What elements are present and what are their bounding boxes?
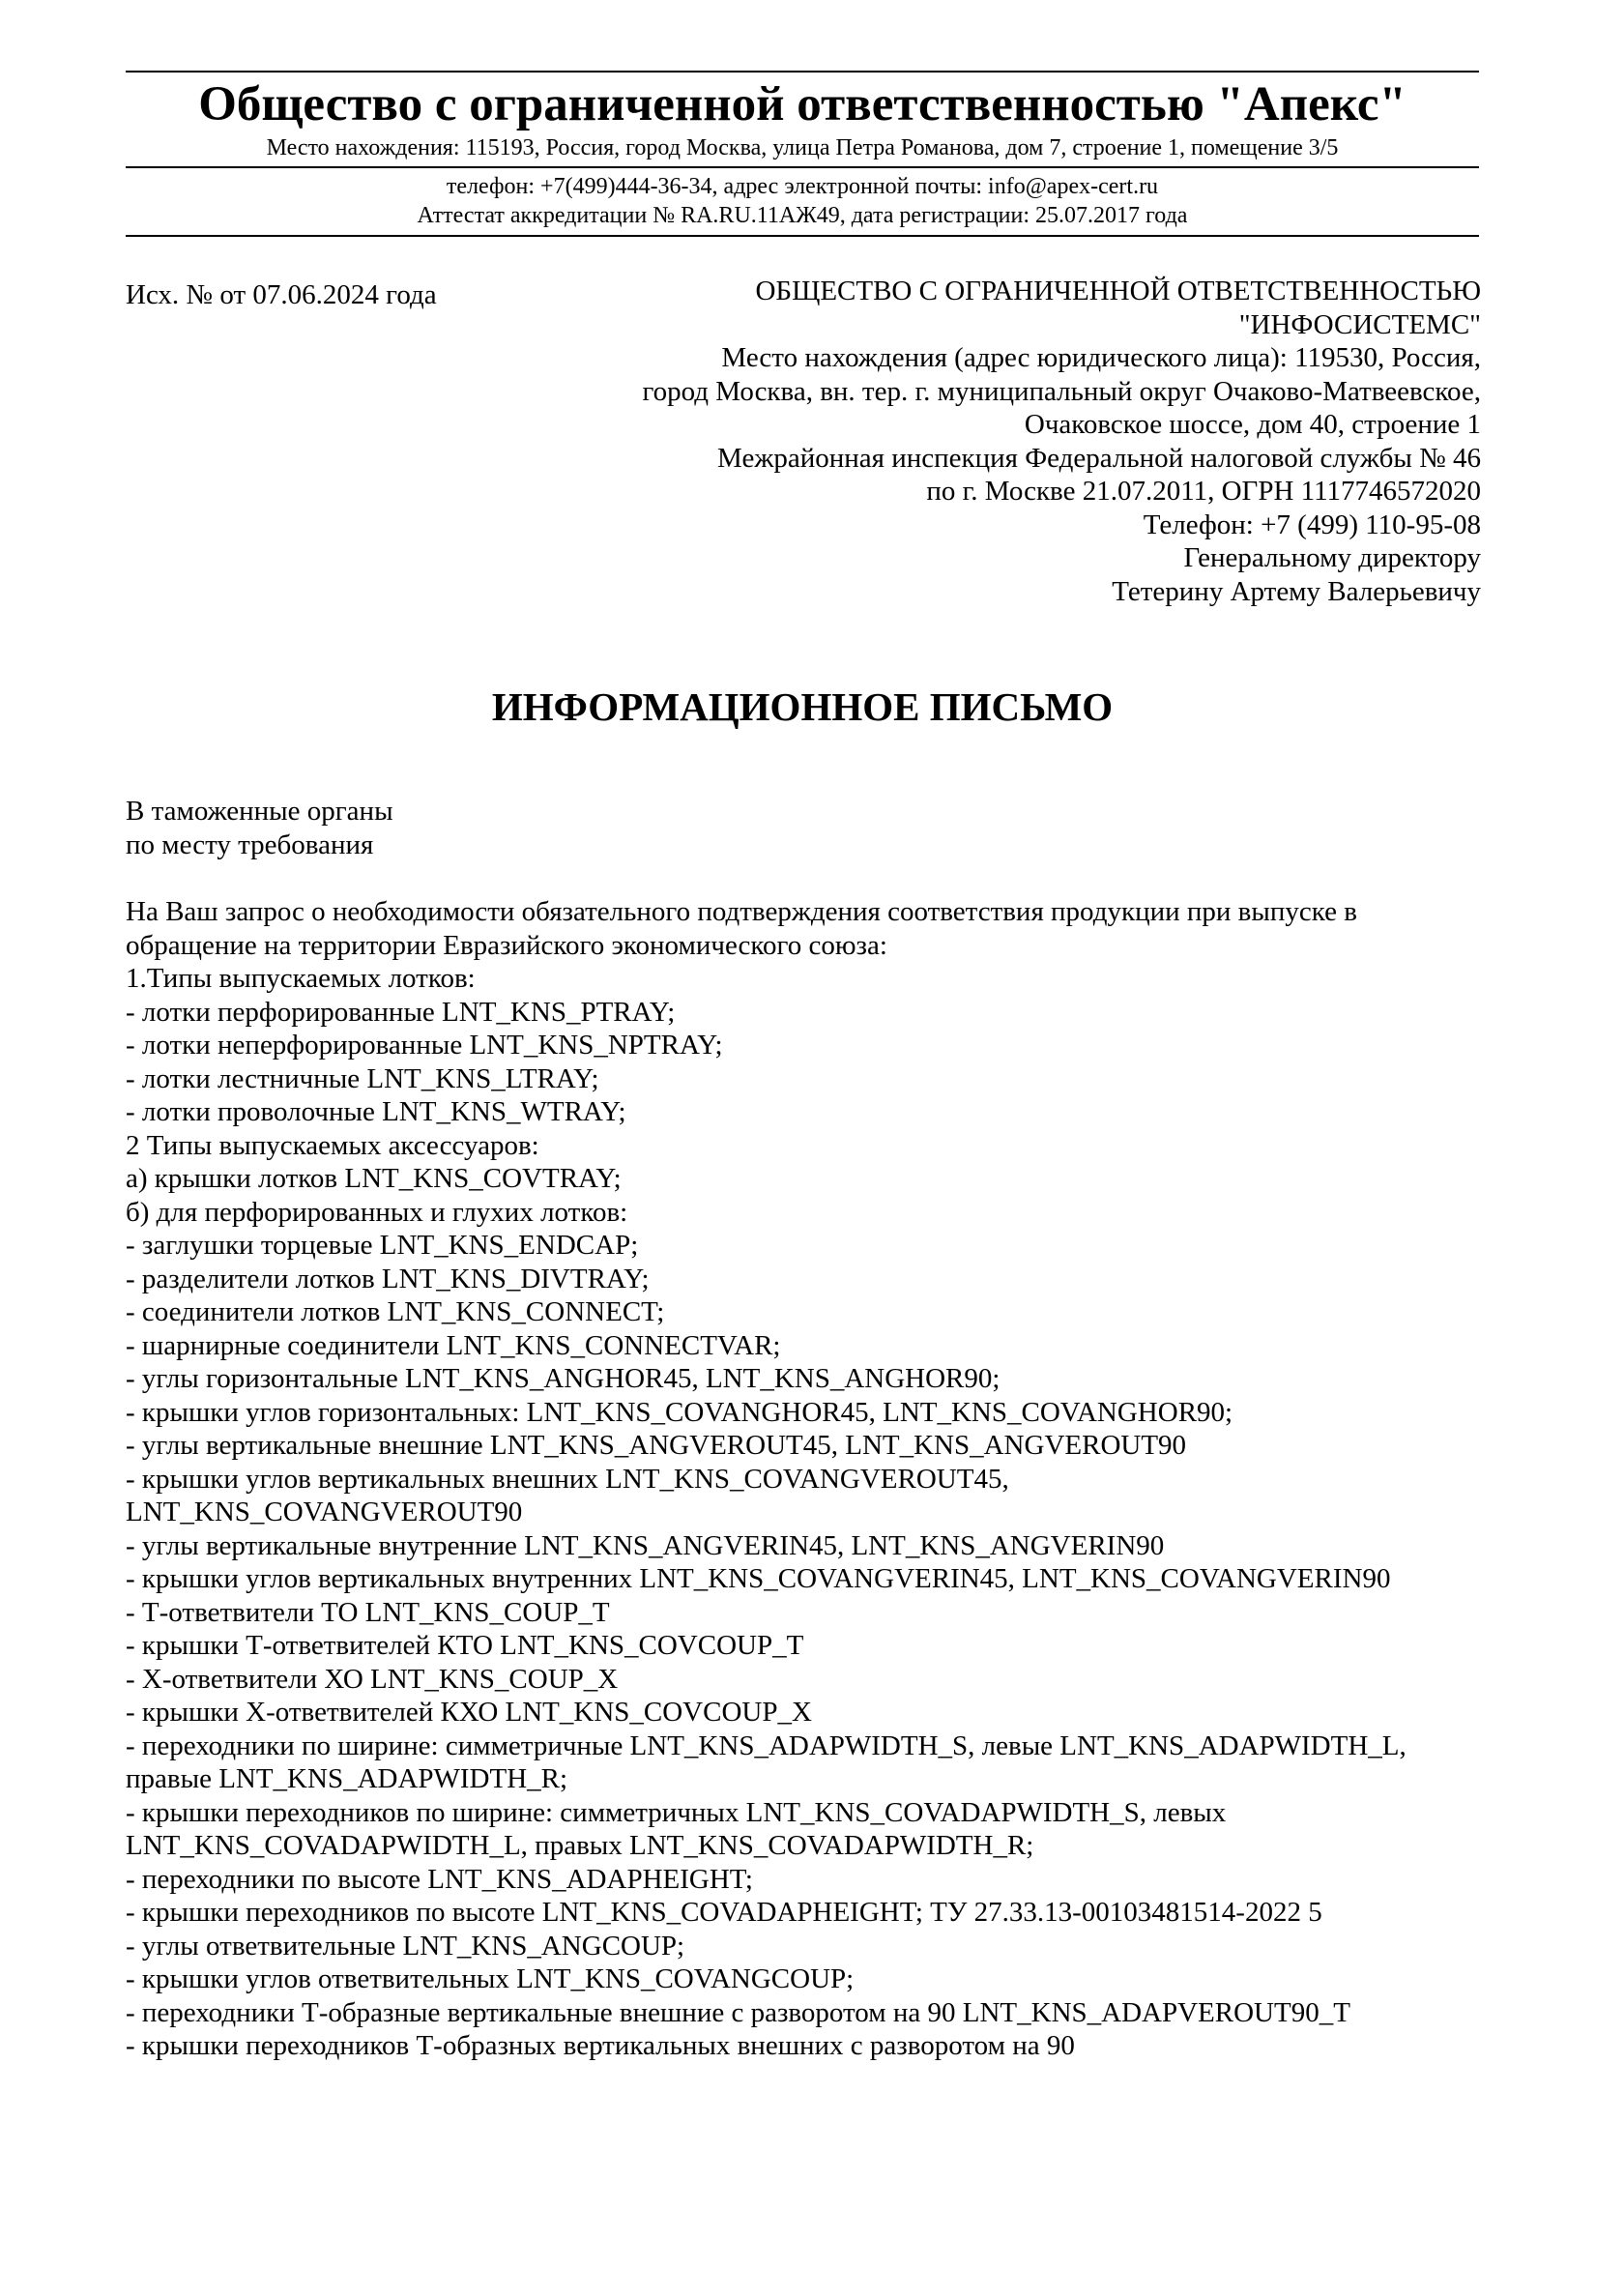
addressee-line: ОБЩЕСТВО С ОГРАНИЧЕННОЙ ОТВЕТСТВЕННОСТЬЮ: [755, 276, 1481, 306]
accreditation-line: Аттестат аккредитации № RA.RU.11АЖ49, дата регистрации: 25.07.2017 года: [417, 203, 1188, 228]
body-line: На Ваш запрос о необходимости обязательного подтверждения соответствия продукции при выпуске в: [126, 896, 1357, 927]
addressee-line: Генеральному директору: [1183, 542, 1481, 573]
body-line: - крышки переходников Т-образных вертикальных внешних с разворотом на 90: [126, 2030, 1075, 2061]
body-line: LNT_KNS_COVANGVEROUT90: [126, 1497, 523, 1527]
body-line: - углы горизонтальные LNT_KNS_ANGHOR45, LNT_KNS_ANGHOR90;: [126, 1363, 1000, 1394]
body-line: а) крышки лотков LNT_KNS_COVTRAY;: [126, 1163, 622, 1194]
addressee-line: Тетерину Артему Валерьевичу: [1112, 575, 1481, 607]
body-line: LNT_KNS_COVADAPWIDTH_L, правых LNT_KNS_COVADAPWIDTH_R;: [126, 1830, 1034, 1861]
body-line: - лотки лестничные LNT_KNS_LTRAY;: [126, 1062, 599, 1094]
body-line: - крышки углов ответвительных LNT_KNS_COVANGCOUP;: [126, 1963, 855, 1994]
body-line: - лотки неперфорированные LNT_KNS_NPTRAY;: [126, 1030, 723, 1061]
addressee-line: город Москва, вн. тер. г. муниципальный округ Очаково-Матвеевское,: [642, 375, 1481, 407]
body-line: - углы вертикальные внешние LNT_KNS_ANGVEROUT45, LNT_KNS_ANGVEROUT90: [126, 1430, 1187, 1461]
addressee-line: Телефон: +7 (499) 110-95-08: [1143, 509, 1481, 540]
letter-body: [126, 895, 1508, 2063]
body-line: - Х-ответвители ХО LNT_KNS_COUP_X: [126, 1663, 619, 1695]
body-line: - углы вертикальные внутренние LNT_KNS_ANGVERIN45, LNT_KNS_ANGVERIN90: [126, 1529, 1165, 1561]
outgoing-number: Исх. № от 07.06.2024 года: [126, 279, 437, 310]
organization-name: Общество с ограниченной ответственностью "Апекс": [198, 77, 1406, 131]
addressee-line: Очаковское шоссе, дом 40, строение 1: [1024, 409, 1481, 440]
organization-contacts: телефон: +7(499)444-36-34, адрес электронной почты: info@apex-cert.ru: [446, 174, 1159, 199]
header-bottom-rule: [126, 235, 1479, 237]
body-line: - шарнирные соединители LNT_KNS_CONNECTVAR;: [126, 1329, 781, 1361]
body-line: - крышки Х-ответвителей КХО LNT_KNS_COVCOUP_X: [126, 1697, 812, 1728]
addressee-line: Место нахождения (адрес юридического лица): 119530, Россия,: [721, 342, 1481, 373]
body-line: - заглушки торцевые LNT_KNS_ENDCAP;: [126, 1230, 639, 1261]
body-line: - лотки проволочные LNT_KNS_WTRAY;: [126, 1096, 626, 1127]
body-line: - переходники по высоте LNT_KNS_ADAPHEIGHT;: [126, 1863, 753, 1895]
addressee-line: "ИНФОСИСТЕМС": [1238, 308, 1481, 340]
body-line: - углы ответвительные LNT_KNS_ANGCOUP;: [126, 1930, 685, 1962]
recipient-line: В таможенные органы: [126, 796, 393, 827]
body-line: обращение на территории Евразийского экономического союза:: [126, 929, 887, 961]
body-line: - крышки переходников по ширине: симметричных LNT_KNS_COVADAPWIDTH_S, левых: [126, 1796, 1227, 1828]
body-line: - разделители лотков LNT_KNS_DIVTRAY;: [126, 1263, 650, 1294]
body-line: правые LNT_KNS_ADAPWIDTH_R;: [126, 1763, 568, 1794]
header-middle-rule: [126, 166, 1479, 168]
body-line: 2 Типы выпускаемых аксессуаров:: [126, 1129, 539, 1161]
body-line: - соединители лотков LNT_KNS_CONNECT;: [126, 1296, 665, 1327]
body-line: - крышки углов горизонтальных: LNT_KNS_COVANGHOR45, LNT_KNS_COVANGHOR90;: [126, 1396, 1233, 1428]
body-line: - крышки углов вертикальных внешних LNT_KNS_COVANGVEROUT45,: [126, 1463, 1009, 1495]
addressee-line: по г. Москве 21.07.2011, ОГРН 1117746572020: [926, 476, 1481, 507]
addressee-block: [642, 275, 1481, 608]
body-line: б) для перфорированных и глухих лотков:: [126, 1196, 628, 1228]
body-line: 1.Типы выпускаемых лотков:: [126, 963, 476, 994]
document-title: ИНФОРМАЦИОННОЕ ПИСЬМО: [491, 684, 1114, 729]
header-top-rule: [126, 71, 1479, 73]
organization-address: Место нахождения: 115193, Россия, город Москва, улица Петра Романова, дом 7, строение 1, помещение 3/5: [266, 135, 1339, 160]
recipient-block: [126, 795, 393, 861]
body-line: - крышки Т-ответвителей КТО LNT_KNS_COVCOUP_T: [126, 1630, 804, 1661]
body-line: - переходники Т-образные вертикальные внешние с разворотом на 90 LNT_KNS_ADAPVEROUT90_T: [126, 1996, 1350, 2028]
body-line: - Т-ответвители ТО LNT_KNS_COUP_T: [126, 1596, 610, 1628]
recipient-line: по месту требования: [126, 828, 374, 860]
addressee-line: Межрайонная инспекция Федеральной налоговой службы № 46: [717, 442, 1481, 474]
body-line: - лотки перфорированные LNT_KNS_PTRAY;: [126, 996, 676, 1028]
body-line: - переходники по ширине: симметричные LNT_KNS_ADAPWIDTH_S, левые LNT_KNS_ADAPWIDTH_L,: [126, 1729, 1406, 1761]
body-line: - крышки переходников по высоте LNT_KNS_COVADAPHEIGHT; ТУ 27.33.13-00103481514-2022 5: [126, 1897, 1322, 1928]
body-line: - крышки углов вертикальных внутренних LNT_KNS_COVANGVERIN45, LNT_KNS_COVANGVERIN90: [126, 1563, 1391, 1594]
